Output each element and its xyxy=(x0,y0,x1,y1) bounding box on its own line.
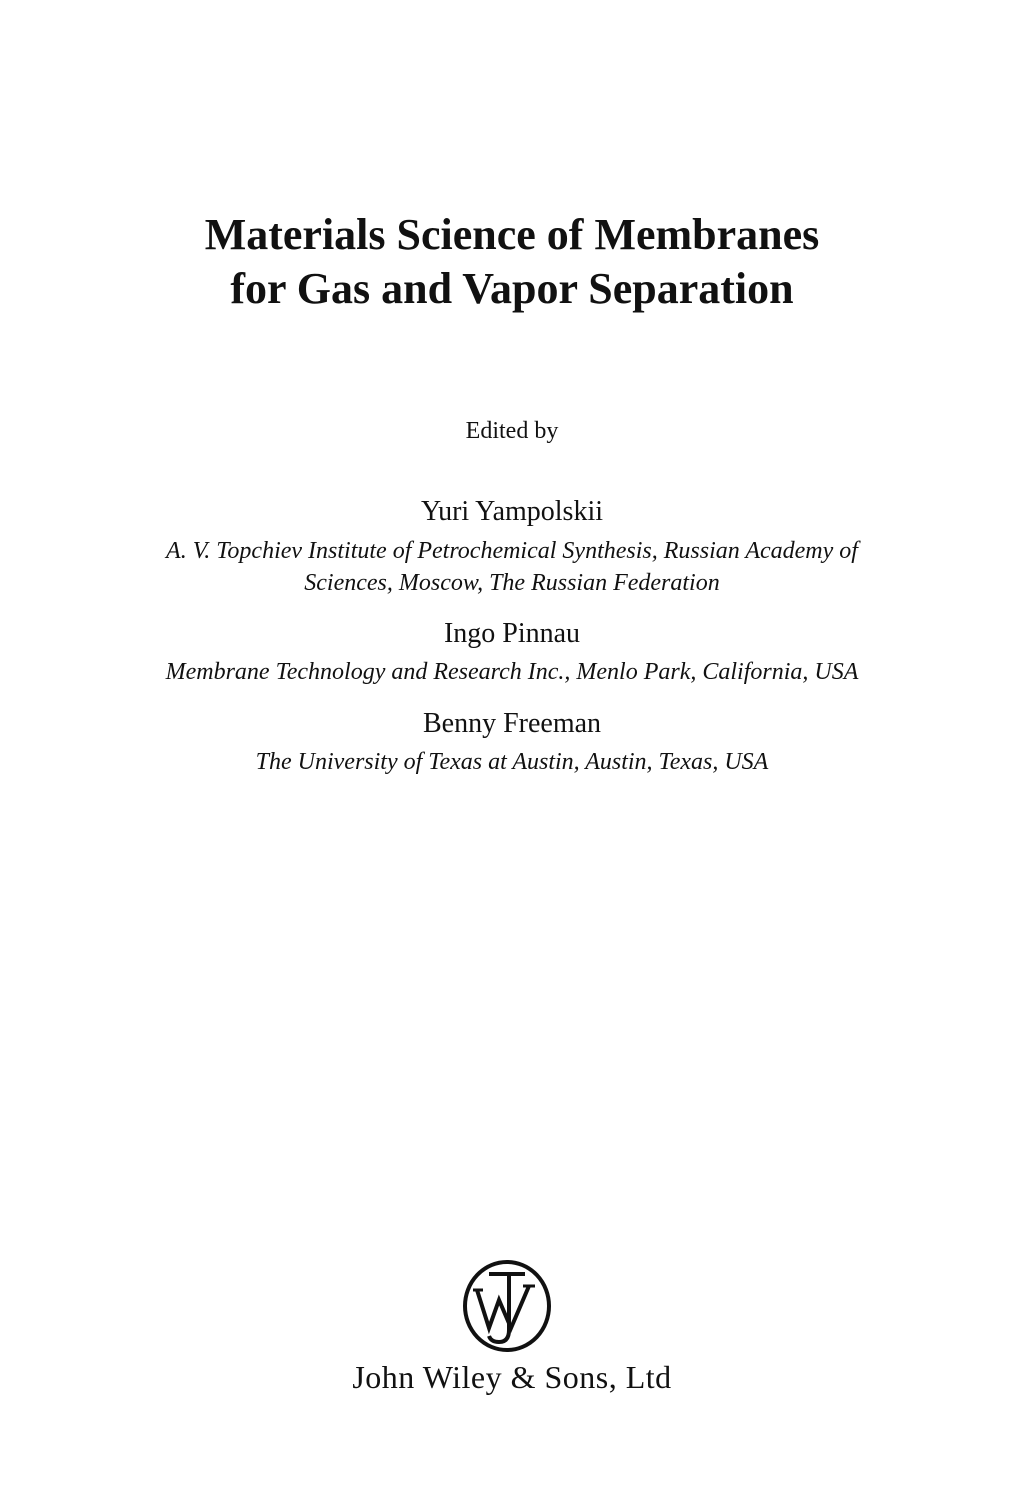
editor-affiliation: A. V. Topchiev Institute of Petrochemical Synthesis, Russian Academy of xyxy=(166,538,858,564)
wiley-logo-icon xyxy=(459,1256,555,1352)
editor-name: Yuri Yampolskii xyxy=(420,496,604,527)
editor-name: Ingo Pinnau xyxy=(443,618,581,649)
editor-affiliation: Sciences, Moscow, The Russian Federation xyxy=(304,570,720,596)
editor-affiliation: Membrane Technology and Research Inc., Menlo Park, California, USA xyxy=(165,659,859,685)
publisher-name: John Wiley & Sons, Ltd xyxy=(352,1359,672,1395)
edited-by-label: Edited by xyxy=(465,418,559,444)
editor-name: Benny Freeman xyxy=(422,708,602,739)
book-title-line-2: for Gas and Vapor Separation xyxy=(230,264,794,313)
book-title-line-1: Materials Science of Membranes xyxy=(204,210,820,259)
editor-affiliation: The University of Texas at Austin, Austin, Texas, USA xyxy=(255,749,769,775)
